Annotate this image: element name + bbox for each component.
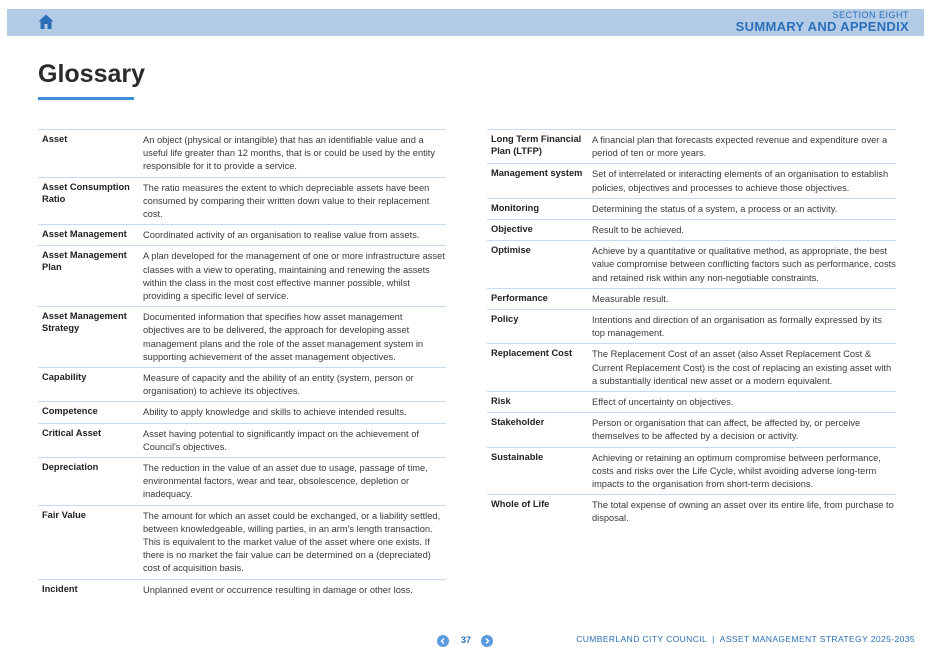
- glossary-row: [38, 129, 446, 177]
- section-title: SUMMARY AND APPENDIX: [735, 19, 909, 34]
- glossary-row: [487, 391, 896, 412]
- glossary-row: [487, 240, 896, 288]
- glossary-definition: An object (physical or intangible) that has an identifiable value and a useful life greater than 12 months, that is or could be used by the entity responsible for it to provide a service.: [143, 135, 435, 172]
- title-underline: [38, 97, 134, 100]
- section-eyebrow: SECTION EIGHT: [832, 10, 909, 20]
- glossary-term: Performance: [491, 292, 548, 303]
- glossary-row: [38, 306, 446, 367]
- glossary-row: [487, 219, 896, 240]
- glossary-row: [487, 494, 896, 528]
- glossary-row: [38, 423, 446, 457]
- glossary-definition: Achieving or retaining an optimum compromise between performance, costs and risks over the Life Cycle, whilst avoiding adverse long-term impacts to the organisation from short-term decisions.: [592, 452, 881, 490]
- glossary-definition: Intentions and direction of an organisation as formally expressed by its top management.: [592, 315, 882, 339]
- glossary-definition: Result to be achieved.: [592, 225, 684, 236]
- glossary-term: Risk: [491, 396, 511, 407]
- page-number: 37: [460, 635, 471, 645]
- glossary-term: Optimise: [491, 245, 531, 256]
- glossary-term: Asset Management: [42, 229, 127, 240]
- glossary-definition: Coordinated activity of an organisation to realise value from assets.: [143, 230, 420, 241]
- glossary-term: Asset: [42, 134, 68, 144]
- glossary-term: Asset Management Strategy: [42, 311, 127, 334]
- glossary-definition: Measure of capacity and the ability of an entity (system, person or organisation) to achieve its objectives.: [143, 373, 414, 397]
- home-icon: [37, 13, 55, 31]
- glossary-row: [38, 224, 446, 245]
- chevron-left-icon: [437, 635, 449, 647]
- glossary-definition: Determining the status of a system, a process or an activity.: [592, 203, 838, 214]
- glossary-term: Long Term Financial Plan (LTFP): [491, 134, 582, 156]
- home-button[interactable]: [37, 13, 55, 31]
- glossary-definition: Documented information that specifies how asset management objectives are to be delivered, the approach for developing asset management plans and the role of the asset management system in supporting achievement of the asset management objectives.: [143, 312, 424, 362]
- page-title: Glossary: [38, 60, 146, 88]
- glossary-term: Asset Consumption Ratio: [42, 181, 130, 204]
- glossary-definition: A financial plan that forecasts expected revenue and expenditure over a period of ten or more years.: [592, 135, 888, 159]
- glossary-row: [487, 198, 896, 219]
- glossary-definition: Achieve by a quantitative or qualitative method, as appropriate, the best value compromise between conflicting factors such as performance, costs and retained risk within any non-negotiable constraints.: [592, 246, 896, 283]
- glossary-term: Fair Value: [42, 509, 86, 520]
- glossary-definition: The reduction in the value of an asset due to usage, passage of time, environmental factors, wear and tear, obsolescence, depletion or inadequacy.: [143, 463, 428, 500]
- chevron-right-icon: [481, 635, 493, 647]
- glossary-definition: The amount for which an asset could be exchanged, or a liability settled, between knowledgeable, willing parties, in an arm's length transaction. This is equivalent to the market value of the asset where one exists. If there is no market the fair value can be determined on a (depreciated) cost of acquisition basis.: [143, 510, 441, 574]
- glossary-definition: The ratio measures the extent to which depreciable assets have been consumed by comparing their written down value to their replacement cost.: [143, 182, 430, 220]
- glossary-row: [487, 343, 896, 391]
- glossary-row: [38, 177, 446, 225]
- glossary-row: [38, 505, 446, 579]
- glossary-term: Whole of Life: [491, 499, 550, 510]
- glossary-term: Management system: [491, 168, 583, 179]
- glossary-definition: A plan developed for the management of one or more infrastructure asset classes with a view to operating, maintaining and renewing the assets within the class in the most cost effective manner possible, whilst providing a specific level of service.: [143, 251, 445, 302]
- glossary-term: Monitoring: [491, 202, 540, 213]
- glossary-right-column: [487, 129, 896, 529]
- glossary-row: [487, 163, 896, 197]
- glossary-definition: The total expense of owning an asset over its entire life, from purchase to disposal.: [592, 500, 894, 524]
- glossary-term: Replacement Cost: [491, 348, 573, 359]
- glossary-term: Sustainable: [491, 451, 544, 462]
- glossary-definition: Ability to apply knowledge and skills to achieve intended results.: [143, 407, 407, 418]
- glossary-definition: Set of interrelated or interacting elements of an organisation to establish policies, objectives and processes to achieve those objectives.: [592, 169, 889, 193]
- glossary-row: [38, 245, 446, 306]
- glossary-term: Depreciation: [42, 462, 99, 473]
- glossary-definition: The Replacement Cost of an asset (also Asset Replacement Cost & Current Replacement Cost) is the cost of replacing an existing asset with a substantially identical new asset or a modern equivalent.: [592, 349, 892, 386]
- glossary-term: Critical Asset: [42, 427, 102, 438]
- glossary-row: [38, 457, 446, 505]
- previous-page-button[interactable]: [437, 635, 449, 647]
- glossary-row: [38, 367, 446, 401]
- glossary-row: [487, 309, 896, 343]
- glossary-row: [487, 447, 896, 495]
- glossary-row: [487, 288, 896, 309]
- footer-organisation: CUMBERLAND CITY COUNCIL: [576, 634, 708, 644]
- glossary-definition: Effect of uncertainty on objectives.: [592, 397, 734, 408]
- footer-document-title: ASSET MANAGEMENT STRATEGY 2025-2035: [719, 634, 915, 644]
- glossary-left-column: [38, 129, 446, 600]
- glossary-row: [487, 412, 896, 446]
- footer-separator: |: [712, 634, 715, 644]
- glossary-term: Capability: [42, 372, 87, 383]
- glossary-row: [38, 401, 446, 422]
- footer-document-line: [576, 634, 915, 644]
- glossary-definition: Asset having potential to significantly impact on the achievement of Council's objectives.: [143, 428, 419, 452]
- glossary-term: Policy: [491, 314, 519, 325]
- glossary-term: Incident: [42, 583, 78, 594]
- glossary-definition: Unplanned event or occurrence resulting in damage or other loss.: [143, 584, 413, 595]
- glossary-term: Asset Management Plan: [42, 250, 127, 273]
- glossary-term: Competence: [42, 406, 98, 417]
- glossary-row: [487, 129, 896, 163]
- glossary-definition: Person or organisation that can affect, be affected by, or perceive themselves to be affected by a decision or activity.: [592, 418, 861, 442]
- glossary-row: [38, 579, 446, 600]
- next-page-button[interactable]: [481, 635, 493, 647]
- glossary-definition: Measurable result.: [592, 293, 669, 304]
- glossary-term: Objective: [491, 224, 533, 235]
- glossary-term: Stakeholder: [491, 417, 545, 428]
